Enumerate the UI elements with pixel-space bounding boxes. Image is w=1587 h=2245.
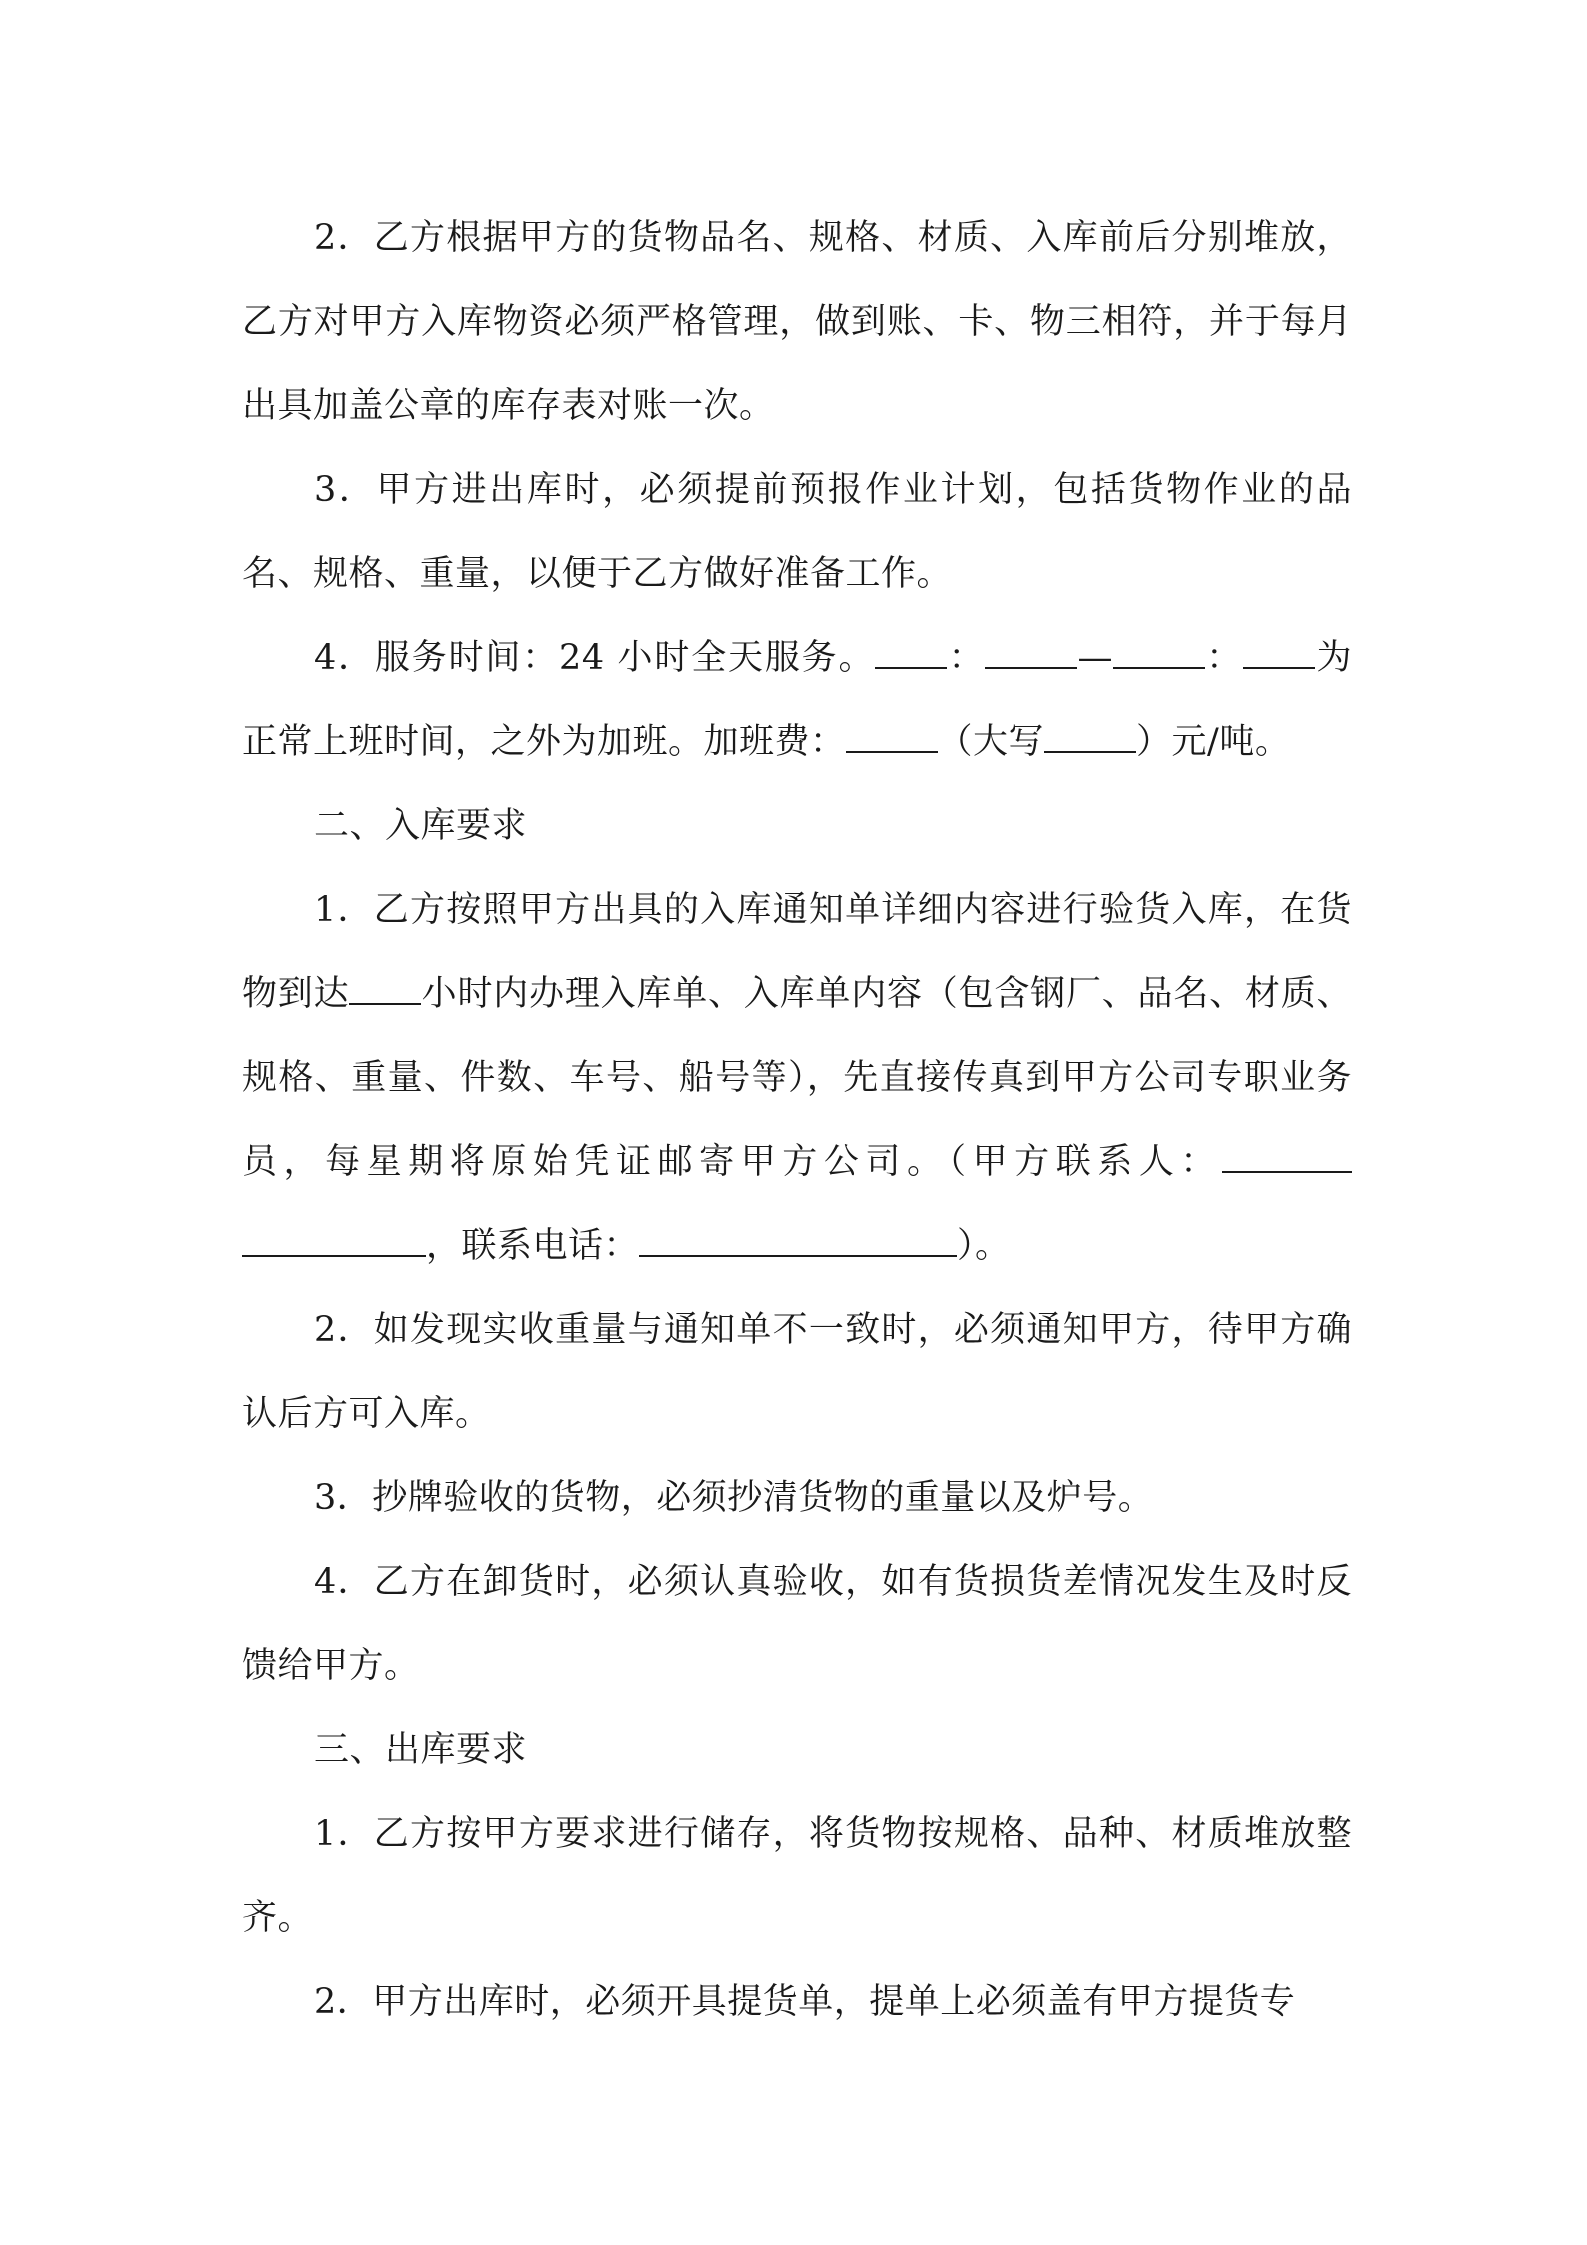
paragraph-storage-arrangement: 1．乙方按甲方要求进行储存，将货物按规格、品种、材质堆放整齐。 (242, 1814, 1352, 1938)
blank-overtime-fee-uppercase (1044, 721, 1136, 753)
inbound-phone-label: ，联系电话： (426, 1226, 640, 1266)
service-time-dash: — (1077, 638, 1113, 678)
inbound-end: ）。 (957, 1226, 1011, 1266)
inbound-prefix: 1．乙方按照甲方出具的入库通知单详细内容进行验货入库，在货物到达 (242, 890, 1352, 1014)
paragraph-operation-plan: 3．甲方进出库时，必须提前预报作业计划，包括货物作业的品名、规格、重量，以便于乙方做好准备工作。 (242, 470, 1352, 594)
blank-end-minute (1243, 637, 1315, 669)
paragraph-weight-mismatch: 2．如发现实收重量与通知单不一致时，必须通知甲方，待甲方确认后方可入库。 (242, 1310, 1352, 1434)
service-time-paren-close: ）元/吨。 (1136, 722, 1291, 762)
blank-contact-person-cont (242, 1225, 426, 1257)
service-time-paren-open: （大写 (937, 722, 1045, 762)
inbound-middle: 小时内办理入库单、入库单内容（包含钢厂、品名、材质、规格、重量、件数、车号、船号等），先直接传真到甲方公司专职业务员，每星期将原始凭证邮寄甲方公司。（甲方联系人： (242, 974, 1352, 1182)
paragraph-delivery-order: 2．甲方出库时，必须开具提货单，提单上必须盖有甲方提货专 (314, 1982, 1296, 2022)
service-time-colon: ： (947, 638, 986, 678)
blank-contact-person (1222, 1141, 1352, 1173)
service-time-middle: 为正常上班时间，之外为加班。加班费： (242, 638, 1352, 762)
paragraph-plate-check: 3．抄牌验收的货物，必须抄清货物的重量以及炉号。 (314, 1478, 1154, 1518)
service-time-prefix: 4．服务时间：24 小时全天服务。 (314, 638, 876, 678)
paragraph-service-time (242, 616, 1352, 784)
blank-contact-phone (639, 1225, 957, 1257)
blank-inbound-hours (349, 973, 421, 1005)
paragraph-storage-management: 2．乙方根据甲方的货物品名、规格、材质、入库前后分别堆放，乙方对甲方入库物资必须严格管理，做到账、卡、物三相符，并于每月出具加盖公章的库存表对账一次。 (242, 218, 1352, 426)
blank-start-hour (875, 637, 947, 669)
paragraph-inbound-procedure (242, 868, 1352, 1288)
section-heading-outbound: 三、出库要求 (314, 1730, 528, 1770)
blank-overtime-fee (846, 721, 938, 753)
service-time-colon-2: ： (1204, 638, 1244, 678)
paragraph-unloading-check: 4．乙方在卸货时，必须认真验收，如有货损货差情况发生及时反馈给甲方。 (242, 1562, 1352, 1686)
document-body (242, 196, 1352, 2044)
blank-start-minute (985, 637, 1077, 669)
section-heading-inbound: 二、入库要求 (314, 806, 528, 846)
blank-end-hour (1113, 637, 1205, 669)
